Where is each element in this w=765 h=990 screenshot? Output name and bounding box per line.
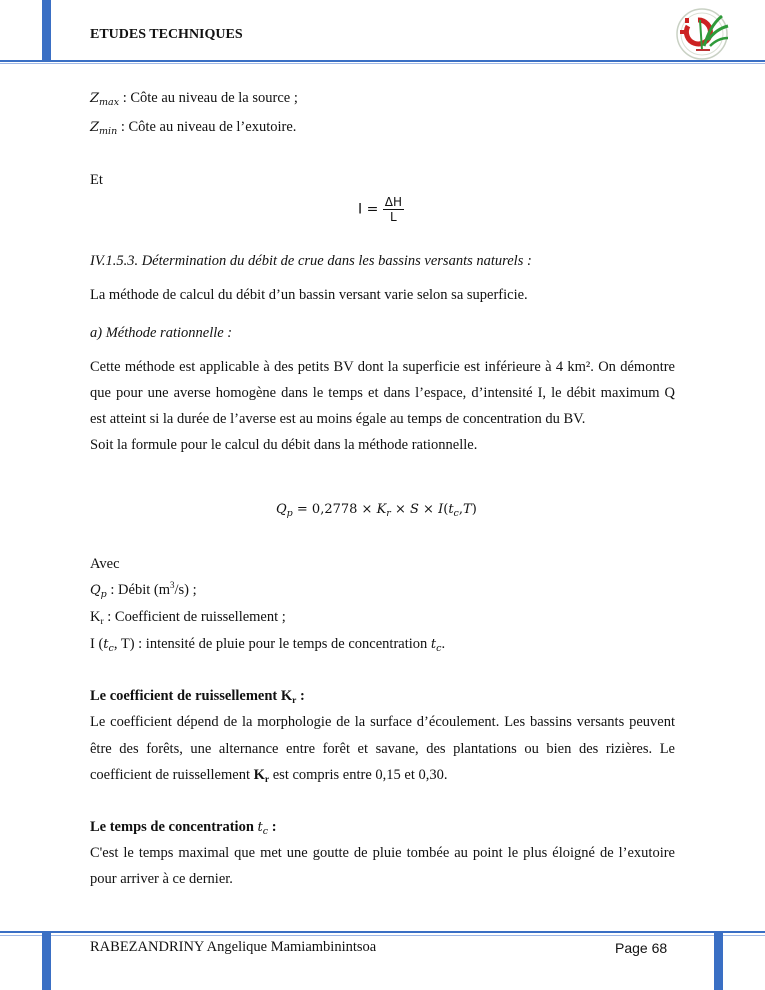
paragraph-line: C'est le temps maximal que met une goutte de pluie tombée au point le plus éloigné de l’exutoire xyxy=(90,845,675,861)
page-number: Page 68 xyxy=(615,940,668,956)
definition-zmin: $Z_{min}$ : Côte au niveau de l’exutoire. xyxy=(90,119,297,137)
formula-slope-fraction xyxy=(383,195,404,224)
footer-author: RABEZANDRINY Angelique Mamiambinintsoa xyxy=(90,939,377,955)
kr-range-line: coefficient de ruissellement $K_r$ est compris entre 0,15 et 0,30. xyxy=(90,767,448,785)
footer-accent-bar-right xyxy=(714,933,723,990)
legend-kr: $K_r$ : Coefficient de ruissellement ; xyxy=(90,609,286,627)
header-rule xyxy=(0,60,765,62)
footer-accent-bar-left xyxy=(42,933,51,990)
fraction-numerator: ΔH xyxy=(384,195,402,209)
header-rule-thin xyxy=(0,63,765,64)
tc-heading: Le temps de concentration $t_c$ : xyxy=(90,819,277,837)
paragraph-line: être des forêts, une alternance entre forêt et savane, des plantations ou bien des rizières. Le xyxy=(90,741,675,757)
paragraph-line: Le coefficient dépend de la morphologie de la surface d’écoulement. Les bassins versants peuvent xyxy=(90,714,675,730)
kr-heading: Le coefficient de ruissellement $K_r$ : xyxy=(90,688,305,706)
definition-zmax: $Z_{max}$ : Côte au niveau de la source ; xyxy=(90,90,298,108)
paragraph-line: que pour une averse homogène dans le temps et dans l’espace, d’intensité I, le débit maximum Q xyxy=(90,385,675,401)
header-title: ETUDES TECHNIQUES xyxy=(90,27,243,42)
footer-rule xyxy=(0,931,765,933)
section-heading: IV.1.5.3. Détermination du débit de crue dans les bassins versants naturels : xyxy=(90,253,532,269)
paragraph-line: Soit la formule pour le calcul du débit dans la méthode rationnelle. xyxy=(90,437,478,453)
subheading-rational-method: a) Méthode rationnelle : xyxy=(90,325,233,341)
intro-paragraph: La méthode de calcul du débit d’un bassin versant varie selon sa superficie. xyxy=(90,287,528,303)
fraction-denominator: L xyxy=(390,210,397,224)
legend-intensity: I ($t_c$, T) : intensité de pluie pour le temps de concentration $t_c$. xyxy=(90,636,446,654)
formula-discharge: $Q_p = 0,2778 \times K_r \times S \times I(t_c,T)$ xyxy=(276,502,477,519)
avec-text: Avec xyxy=(90,556,120,572)
footer-rule-thin xyxy=(0,935,765,936)
formula-slope xyxy=(358,195,404,224)
paragraph-line: pour arriver à ce dernier. xyxy=(90,871,233,887)
institution-logo-icon xyxy=(666,6,738,62)
paragraph-line: Cette méthode est applicable à des petits BV dont la superficie est inférieure à 4 km². On démontre xyxy=(90,359,675,375)
et-text: Et xyxy=(90,172,103,188)
formula-slope-lhs: I = xyxy=(358,201,379,218)
paragraph-line: est atteint si la durée de l’averse est au moins égale au temps de concentration du BV. xyxy=(90,411,586,427)
header-accent-bar xyxy=(42,0,51,60)
legend-qp: $Q_p$ : Débit $(m^3/s)$ ; xyxy=(90,580,197,600)
